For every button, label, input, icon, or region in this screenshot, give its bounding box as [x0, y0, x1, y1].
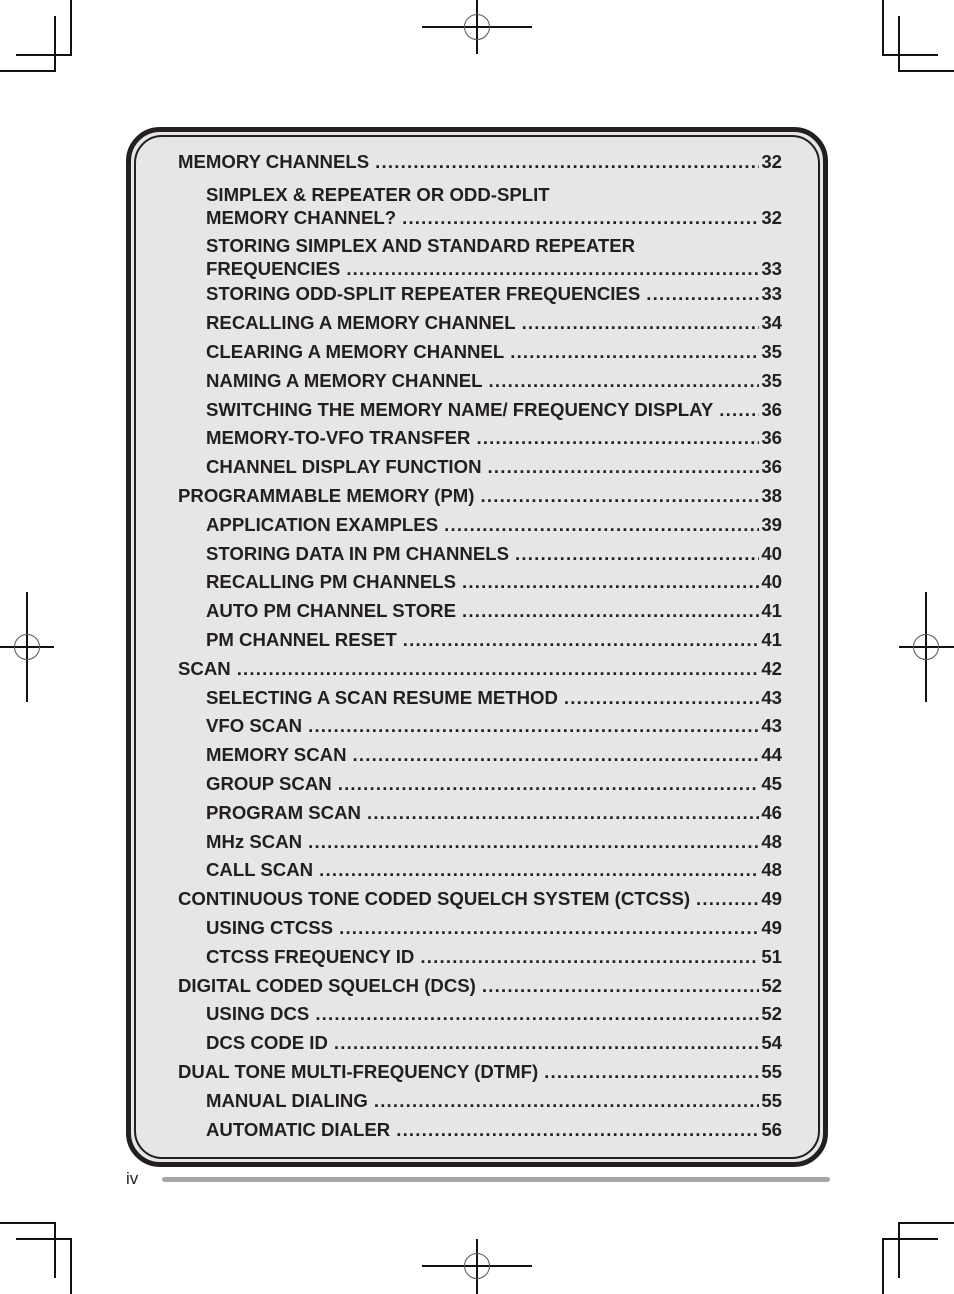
toc-entry-page: 44: [761, 744, 782, 766]
dot-leader: [719, 396, 759, 425]
dot-leader: [374, 1087, 759, 1116]
toc-entry-page: 41: [761, 600, 782, 622]
toc-subsection[interactable]: [178, 741, 782, 770]
toc-entry-title: APPLICATION EXAMPLES: [206, 513, 439, 535]
dot-leader: [489, 367, 760, 396]
toc-entry-page: 36: [761, 398, 782, 420]
toc-entry-page: 36: [761, 456, 782, 478]
dot-leader: [544, 1058, 759, 1087]
toc-subsection[interactable]: [178, 1000, 782, 1029]
toc-subsection[interactable]: [178, 424, 782, 453]
dot-leader: [402, 206, 759, 229]
toc-entry-title: MHz SCAN: [206, 830, 303, 852]
toc-entry-title: MANUAL DIALING: [206, 1089, 368, 1111]
toc-entry-page: 55: [761, 1089, 782, 1111]
dot-leader: [646, 280, 759, 309]
toc-entry-title: STORING ODD-SPLIT REPEATER FREQUENCIES: [206, 283, 641, 305]
dot-leader: [396, 1116, 759, 1145]
dot-leader: [522, 309, 760, 338]
toc-entry-title-line1: STORING SIMPLEX AND STANDARD REPEATER: [206, 235, 636, 257]
dot-leader: [696, 885, 759, 914]
footer-rule: [162, 1177, 830, 1182]
toc-entry-page: 34: [761, 312, 782, 334]
crop-mark-top-right: [898, 16, 900, 72]
toc-section[interactable]: [178, 885, 782, 914]
dot-leader: [480, 482, 759, 511]
toc-subsection[interactable]: [178, 280, 782, 309]
toc-subsection[interactable]: [178, 234, 782, 280]
toc-subsection[interactable]: [178, 770, 782, 799]
dot-leader: [334, 1029, 759, 1058]
toc-section[interactable]: [178, 1058, 782, 1087]
toc-entry-title: GROUP SCAN: [206, 772, 332, 794]
toc-entry-page: 40: [761, 542, 782, 564]
toc-entry-title: AUTO PM CHANNEL STORE: [206, 600, 457, 622]
toc-subsection[interactable]: [178, 338, 782, 367]
toc-section[interactable]: [178, 655, 782, 684]
crop-mark-top-left: [0, 70, 56, 72]
toc-subsection[interactable]: [178, 712, 782, 741]
toc-subsection[interactable]: [178, 309, 782, 338]
toc-entry-title: PROGRAMMABLE MEMORY (PM): [178, 484, 475, 506]
crop-mark-top-right: [882, 0, 884, 56]
toc-entry-title-line1: SIMPLEX & REPEATER OR ODD-SPLIT: [206, 183, 550, 205]
crop-mark-bottom-left: [54, 1222, 56, 1278]
toc-section[interactable]: [178, 972, 782, 1001]
toc-entry-page: 43: [761, 715, 782, 737]
toc-entry-title: FREQUENCIES: [206, 258, 341, 280]
toc-entry-title: CONTINUOUS TONE CODED SQUELCH SYSTEM (CTCSS): [178, 888, 691, 910]
toc-entry-title: PROGRAM SCAN: [206, 801, 361, 823]
toc-entry-page: 52: [761, 974, 782, 996]
crop-mark-bottom-left: [70, 1238, 72, 1294]
toc-subsection[interactable]: [178, 828, 782, 857]
crop-mark-top-left: [54, 16, 56, 72]
toc-entry-title: MEMORY CHANNEL?: [206, 206, 397, 228]
dot-leader: [510, 338, 759, 367]
dot-leader: [308, 828, 759, 857]
dot-leader: [339, 914, 759, 943]
dot-leader: [367, 799, 759, 828]
toc-subsection[interactable]: [178, 396, 782, 425]
toc-entry-title: CLEARING A MEMORY CHANNEL: [206, 340, 505, 362]
toc-entry-title: DIGITAL CODED SQUELCH (DCS): [178, 974, 476, 996]
toc-entry-page: 46: [761, 801, 782, 823]
toc-subsection[interactable]: [178, 943, 782, 972]
toc-entry-title: PM CHANNEL RESET: [206, 628, 397, 650]
toc-entry-page: 41: [761, 628, 782, 650]
toc-entry-page: 32: [761, 206, 782, 228]
toc-subsection[interactable]: [178, 684, 782, 713]
toc-entry-title: SELECTING A SCAN RESUME METHOD: [206, 686, 558, 708]
crop-mark-bottom-right: [882, 1238, 938, 1240]
toc-entry-page: 49: [761, 888, 782, 910]
toc-subsection[interactable]: [178, 540, 782, 569]
crop-mark-bottom-left: [16, 1238, 72, 1240]
toc-entry-page: 55: [761, 1060, 782, 1082]
dot-leader: [462, 597, 759, 626]
toc-entry-page: 52: [761, 1003, 782, 1025]
toc-entry-page: 51: [761, 945, 782, 967]
toc-entry-page: 32: [761, 151, 782, 172]
table-of-contents: [178, 148, 782, 1144]
toc-entry-title: MEMORY CHANNELS: [178, 151, 370, 172]
dot-leader: [462, 568, 759, 597]
page-number: iv: [126, 1169, 139, 1188]
toc-entry-page: 54: [761, 1032, 782, 1054]
crop-mark-top-left: [16, 54, 72, 56]
toc-entry-title: CHANNEL DISPLAY FUNCTION: [206, 456, 482, 478]
toc-entry-title: DCS CODE ID: [206, 1032, 328, 1054]
toc-entry-title: AUTOMATIC DIALER: [206, 1118, 391, 1140]
toc-subsection[interactable]: [178, 1116, 782, 1145]
toc-entry-title: USING CTCSS: [206, 916, 334, 938]
toc-section[interactable]: [178, 148, 782, 177]
toc-entry-title: NAMING A MEMORY CHANNEL: [206, 369, 483, 391]
toc-subsection[interactable]: [178, 1087, 782, 1116]
toc-subsection[interactable]: [178, 626, 782, 655]
toc-entry-page: 33: [761, 283, 782, 305]
toc-entry-title: MEMORY-TO-VFO TRANSFER: [206, 427, 471, 449]
toc-subsection[interactable]: [178, 568, 782, 597]
toc-entry-title: SCAN: [178, 657, 231, 679]
toc-subsection[interactable]: [178, 914, 782, 943]
toc-entry-page: 48: [761, 830, 782, 852]
dot-leader: [564, 684, 759, 713]
toc-entry-page: 43: [761, 686, 782, 708]
toc-entry-title: SWITCHING THE MEMORY NAME/ FREQUENCY DISPLAY: [206, 398, 714, 420]
toc-subsection[interactable]: [178, 511, 782, 540]
dot-leader: [353, 741, 760, 770]
toc-entry-page: 39: [761, 513, 782, 535]
dot-leader: [319, 856, 759, 885]
crop-mark-top-right: [882, 54, 938, 56]
toc-subsection[interactable]: [178, 1029, 782, 1058]
toc-entry-title: CTCSS FREQUENCY ID: [206, 945, 415, 967]
dot-leader: [515, 540, 759, 569]
crop-mark-bottom-right: [882, 1238, 884, 1294]
dot-leader: [420, 943, 759, 972]
dot-leader: [308, 712, 759, 741]
toc-entry-page: 42: [761, 657, 782, 679]
dot-leader: [403, 626, 760, 655]
toc-entry-page: 48: [761, 859, 782, 881]
toc-entry-page: 35: [761, 369, 782, 391]
toc-entry-page: 56: [761, 1118, 782, 1140]
dot-leader: [237, 655, 760, 684]
toc-entry-page: 45: [761, 772, 782, 794]
toc-entry-title: CALL SCAN: [206, 859, 314, 881]
toc-entry-title: RECALLING PM CHANNELS: [206, 571, 456, 593]
dot-leader: [482, 972, 759, 1001]
toc-entry-page: 40: [761, 571, 782, 593]
toc-entry-page: 49: [761, 916, 782, 938]
crop-mark-top-right: [898, 70, 954, 72]
toc-subsection[interactable]: [178, 453, 782, 482]
toc-section[interactable]: [178, 482, 782, 511]
toc-entry-title: STORING DATA IN PM CHANNELS: [206, 542, 510, 564]
dot-leader: [346, 257, 759, 280]
toc-entry-title: VFO SCAN: [206, 715, 303, 737]
toc-entry-page: 35: [761, 340, 782, 362]
toc-subsection[interactable]: [178, 367, 782, 396]
dot-leader: [338, 770, 760, 799]
dot-leader: [444, 511, 759, 540]
toc-entry-title: DUAL TONE MULTI-FREQUENCY (DTMF): [178, 1060, 539, 1082]
toc-subsection[interactable]: [178, 597, 782, 626]
toc-entry-title: USING DCS: [206, 1003, 310, 1025]
toc-entry-title: MEMORY SCAN: [206, 744, 347, 766]
dot-leader: [315, 1000, 759, 1029]
crop-mark-bottom-left: [0, 1222, 56, 1224]
toc-subsection[interactable]: [178, 856, 782, 885]
toc-entry-page: 38: [761, 484, 782, 506]
dot-leader: [476, 424, 759, 453]
toc-subsection[interactable]: [178, 799, 782, 828]
toc-entry-title: RECALLING A MEMORY CHANNEL: [206, 312, 516, 334]
toc-subsection[interactable]: [178, 183, 782, 229]
crop-mark-bottom-right: [898, 1222, 954, 1224]
crop-mark-bottom-right: [898, 1222, 900, 1278]
toc-entry-page: 33: [761, 258, 782, 280]
dot-leader: [488, 453, 760, 482]
crop-mark-top-left: [70, 0, 72, 56]
dot-leader: [375, 148, 759, 177]
toc-entry-page: 36: [761, 427, 782, 449]
